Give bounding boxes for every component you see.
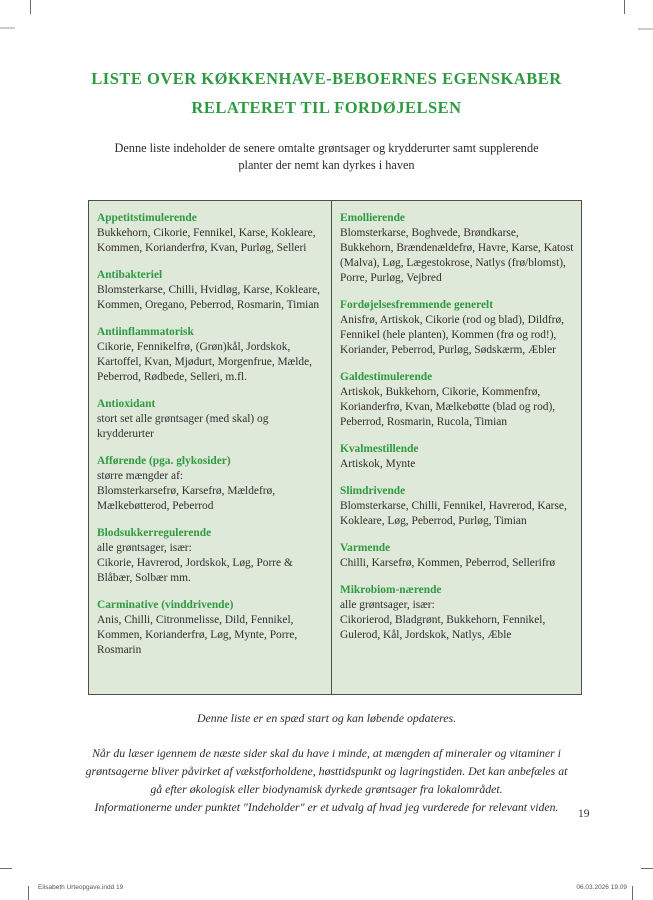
table-column-1	[89, 201, 332, 694]
section-heading: Emollierende	[340, 212, 405, 224]
section-heading: Antibakteriel	[97, 269, 163, 281]
property-section	[340, 370, 574, 430]
page-title-line-1: LISTE OVER KØKKENHAVE-BEBOERNES EGENSKABER	[91, 69, 562, 88]
section-heading: Appetitstimulerende	[97, 212, 197, 224]
crop-mark-top-right-horizontal	[638, 28, 653, 30]
section-heading: Mikrobiom-nærende	[340, 584, 442, 596]
update-note: Denne liste er en spæd start og kan løbende opdateres.	[196, 711, 457, 725]
section-body-line: Anis, Chilli, Citronmelisse, Dild, Fennikel, Kommen, Korianderfrø, Løg, Mynte, Porre, Rosmarin	[97, 614, 298, 656]
crop-mark-top-left-vertical	[30, 0, 31, 14]
property-section	[97, 268, 324, 313]
property-section	[340, 211, 574, 286]
table-column-2	[332, 201, 581, 694]
section-heading: Slimdrivende	[340, 485, 406, 497]
properties-table	[88, 200, 582, 695]
reader-note	[0, 744, 653, 816]
crop-mark-top-left-horizontal	[0, 27, 15, 29]
property-section	[340, 442, 574, 472]
section-body-line: Bukkehorn, Cikorie, Fennikel, Karse, Kokleare, Kommen, Korianderfrø, Kvan, Purløg, Selleri	[97, 227, 316, 254]
section-body-line: Blomsterkarse, Chilli, Fennikel, Havrerod, Karse, Kokleare, Løg, Peberrod, Purløg, Timian	[340, 500, 567, 527]
section-heading: Fordøjelsesfremmende generelt	[340, 299, 493, 311]
crop-mark-bottom-right-horizontal	[641, 868, 653, 869]
reader-note-line: Informationerne under punktet "Indeholder" er et udvalg af hvad jeg vurderede for relevant viden.	[94, 800, 559, 814]
property-section	[340, 583, 574, 643]
section-body-line: Artiskok, Mynte	[340, 458, 416, 470]
section-body-line: Blomsterkarsefrø, Karsefrø, Mældefrø, Mælkebøtterod, Peberrod	[97, 485, 276, 512]
property-section	[97, 325, 324, 385]
property-section	[97, 526, 324, 586]
section-body-line: større mængder af:	[97, 470, 184, 482]
section-body-line: Cikorie, Havrerod, Jordskok, Løg, Porre & Blåbær, Solbær mm.	[97, 557, 293, 584]
property-section	[97, 454, 324, 514]
section-body-line: Artiskok, Bukkehorn, Cikorie, Kommenfrø, Korianderfrø, Kvan, Mælkebøtte (blad og rod), Peberrod, Rosmarin, Rucola, Timian	[340, 386, 556, 428]
section-body-line: alle grøntsager, især:	[340, 599, 435, 611]
section-body-line: Anisfrø, Artiskok, Cikorie (rod og blad), Dildfrø, Fennikel (hele planten), Kommen (frø og rod!), Koriander, Peberrod, Purløg, Sødskærm, Æbler	[340, 314, 564, 356]
section-body-line: Cikorierod, Bladgrønt, Bukkehorn, Fennikel, Gulerod, Kål, Jordskok, Natlys, Æble	[340, 614, 546, 641]
section-body-line: Blomsterkarse, Boghvede, Brøndkarse, Bukkehorn, Brændenældefrø, Havre, Karse, Katost (Malva), Løg, Lægestokrose, Natlys (frø/blomst), Porre, Purløg, Vejbred	[340, 227, 574, 284]
page-number: 19	[578, 808, 590, 820]
section-heading: Blodsukkerregulerende	[97, 527, 212, 539]
intro-text: Denne liste indeholder de senere omtalte grøntsager og krydderurter samt supplerende planter der nemt kan dyrkes i haven	[114, 141, 539, 172]
property-section	[340, 541, 574, 571]
section-heading: Carminative (vinddrivende)	[97, 599, 234, 611]
property-section	[97, 211, 324, 256]
footer-timestamp: 06.03.2026 19.09	[576, 884, 627, 891]
section-heading: Galdestimulerende	[340, 371, 433, 383]
section-heading: Varmende	[340, 542, 391, 554]
section-body-line: alle grøntsager, især:	[97, 542, 192, 554]
crop-mark-top-right-vertical	[624, 0, 625, 14]
reader-note-line: gå efter økologisk eller biodynamisk dyrkede grøntsager fra lokalområdet.	[150, 782, 503, 796]
reader-note-line: grøntsagerne bliver påvirket af vækstforholdene, høsttidspunkt og lagringstiden. Det kan anbefæles at	[85, 764, 568, 778]
crop-mark-bottom-right-vertical	[632, 886, 633, 900]
property-section	[97, 397, 324, 442]
section-body-line: Chilli, Karsefrø, Kommen, Peberrod, Sellerifrø	[340, 557, 556, 569]
section-heading: Antioxidant	[97, 398, 156, 410]
section-heading: Kvalmestillende	[340, 443, 419, 455]
page-title-line-2: RELATERET TIL FORDØJELSEN	[191, 98, 462, 117]
property-section	[97, 598, 324, 658]
property-section	[340, 484, 574, 529]
property-section	[340, 298, 574, 358]
crop-mark-bottom-left-horizontal	[0, 868, 12, 869]
reader-note-line: Når du læser igennem de næste sider skal du have i minde, at mængden af mineraler og vitaminer i	[92, 746, 561, 760]
title-block	[0, 0, 653, 174]
section-heading: Antiinflammatorisk	[97, 326, 194, 338]
section-body-line: Cikorie, Fennikelfrø, (Grøn)kål, Jordskok, Kartoffel, Kvan, Mjødurt, Morgenfrue, Mælde, Peberrod, Rødbede, Selleri, m.fl.	[97, 341, 313, 383]
section-body-line: stort set alle grøntsager (med skal) og krydderurter	[97, 413, 269, 440]
crop-mark-bottom-left-vertical	[28, 886, 29, 900]
section-heading: Afførende (pga. glykosider)	[97, 455, 231, 467]
footer-filename: Elisabeth Urteopgave.indd 19	[38, 884, 124, 891]
section-body-line: Blomsterkarse, Chilli, Hvidløg, Karse, Kokleare, Kommen, Oregano, Peberrod, Rosmarin, Timian	[97, 284, 321, 311]
